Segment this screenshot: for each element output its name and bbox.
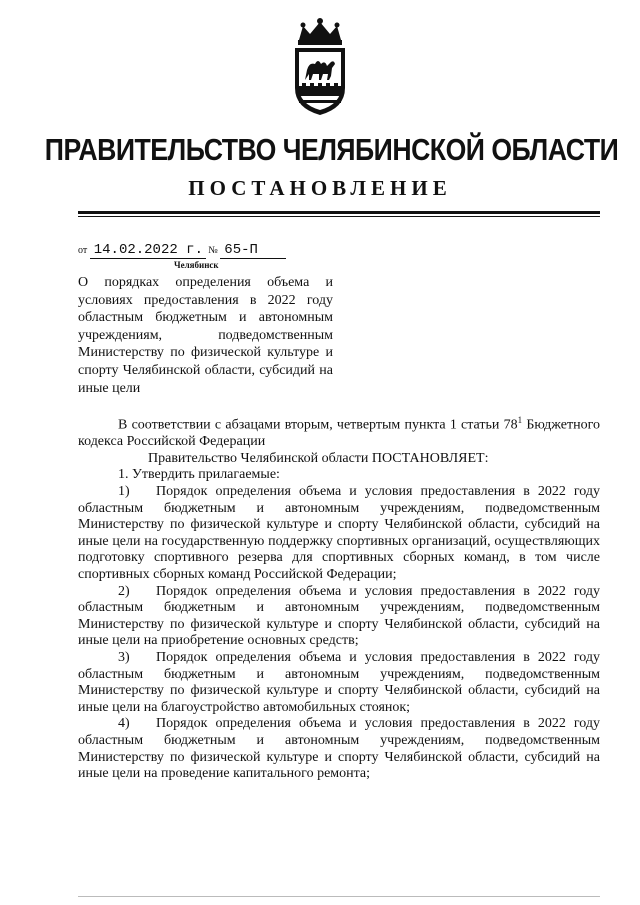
document-subject: О порядках определения объема и условиях предоставления в 2022 году областным бюджетным и автономным учреждениям, подведомственным Министерству по физической культуре и спорту Челябинской области, субсидий на иные цели xyxy=(78,275,333,396)
city-label: Челябинск xyxy=(174,260,219,270)
header-rule-thin xyxy=(78,216,600,217)
document-date: 14.02.2022 г. xyxy=(90,242,206,259)
document-number: 65-П xyxy=(220,242,286,259)
preamble-end: Бюджетного кодекса Российской Федерации xyxy=(78,417,600,450)
list-item xyxy=(78,716,600,782)
document-type: ПОСТАНОВЛЕНИЕ xyxy=(188,176,452,200)
list-item-number: 2) xyxy=(118,583,130,599)
preamble-superscript: 1 xyxy=(517,415,523,425)
number-prefix: № xyxy=(208,245,218,256)
list-item-number: 4) xyxy=(118,716,130,732)
page-bottom-line xyxy=(78,896,600,897)
date-number-line xyxy=(78,242,286,259)
list-item-text: Порядок определения объема и условия предоставления в 2022 году областным бюджетным и автономным учреждениям, подведомственным Министерству по физической культуре и спорту Челябинской области, субсидий на иные цели на благоустройство автомобильных стоянок; xyxy=(78,649,600,715)
list-item xyxy=(78,584,600,650)
government-title: ПРАВИТЕЛЬСТВО ЧЕЛЯБИНСКОЙ ОБЛАСТИ xyxy=(44,132,619,167)
header-rule-thick xyxy=(78,211,600,214)
list-item-text: Порядок определения объема и условия предоставления в 2022 году областным бюджетным и автономным учреждениям, подведомственным Министерству по физической культуре и спорту Челябинской области, субсидий на иные цели на проведение капитального ремонта; xyxy=(78,716,600,782)
approve-paragraph: 1. Утвердить прилагаемые: xyxy=(118,467,280,483)
preamble-paragraph xyxy=(78,412,600,451)
list-item xyxy=(78,650,600,716)
document-body xyxy=(78,412,600,783)
list-item-number: 3) xyxy=(118,649,130,665)
list-item-text: Порядок определения объема и условия предоставления в 2022 году областным бюджетным и автономным учреждениям, подведомственным Министерству по физической культуре и спорту Челябинской области, субсидий на иные цели на государственную поддержку спортивных организаций, осуществляющих подготовку спортивного резерва для спортивных сборных команд, в том числе спортивных сборных команд Российской Федерации; xyxy=(78,484,600,582)
list-item xyxy=(78,484,600,584)
date-prefix: от xyxy=(78,245,88,256)
list-item-text: Порядок определения объема и условия предоставления в 2022 году областным бюджетным и автономным учреждениям, подведомственным Министерству по физической культуре и спорту Челябинской области, субсидий на иные цели на приобретение основных средств; xyxy=(78,583,600,649)
coat-of-arms-emblem xyxy=(285,18,355,118)
preamble-text: В соответствии с абзацами вторым, четвертым пункта 1 статьи 78 xyxy=(118,417,518,433)
list-item-number: 1) xyxy=(118,484,130,500)
resolves-paragraph: Правительство Челябинской области ПОСТАНОВЛЯЕТ: xyxy=(148,450,489,466)
